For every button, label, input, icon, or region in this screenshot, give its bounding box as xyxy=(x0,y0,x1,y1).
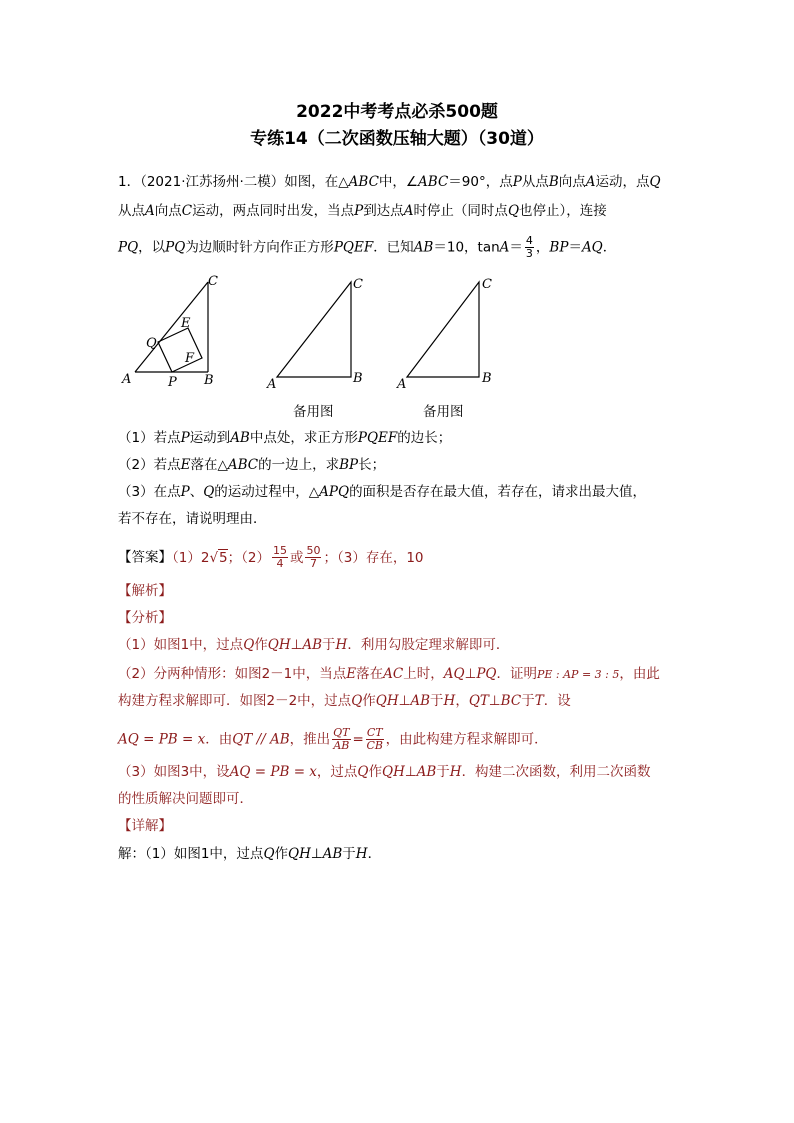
detail-line1: 解：（1）如图1中，过点Q作QH⊥AB于H． xyxy=(118,846,382,862)
spare-caption-2: 备用图 xyxy=(423,404,464,420)
triangle-side-ac xyxy=(135,282,208,372)
label-Q: Q xyxy=(146,336,157,351)
label-B: B xyxy=(482,371,492,386)
label-C: C xyxy=(353,277,363,292)
problem-intro-line2: 从点A向点C运动，两点同时出发，当点P到达点A时停止（同时点Q也停止），连接 xyxy=(118,203,607,219)
problem-intro-line3: PQ，以PQ为边顺时针方向作正方形PQEF．已知AB＝10，tanA＝ $\frac{4}{3}$ ，BP＝AQ． xyxy=(118,234,617,260)
analysis-step-3-line2: 的性质解决问题即可． xyxy=(118,791,253,807)
spare-caption-1: 备用图 xyxy=(293,404,334,420)
label-B: B xyxy=(204,373,214,388)
analysis-step-2-line3: AQ = PB = x．由QT // AB，推出 $\frac{QT}{AB}$ = $\frac{CT}{CB}$ ，由此构建方程求解即可． xyxy=(118,726,548,752)
figure-spare-1 xyxy=(263,272,373,390)
analysis-step-1: （1）如图1中，过点Q作QH⊥AB于H．利用勾股定理求解即可． xyxy=(118,637,510,653)
label-A: A xyxy=(122,372,132,387)
label-C: C xyxy=(482,277,492,292)
label-P: P xyxy=(168,375,177,390)
question-3-line2: 若不存在，请说明理由． xyxy=(118,511,267,527)
question-2: （2）若点E落在△ABC的一边上，求BP长； xyxy=(118,457,386,473)
answer-line: 【答案】（1）2√5；（2） $\frac{15}{4}$ 或 $\frac{50}{7}$ ；（3）存在，10 xyxy=(118,544,424,570)
tan-fraction: $\frac{4}{3}$ xyxy=(525,234,533,260)
question-3-line1: （3）在点P、Q的运动过程中，△APQ的面积是否存在最大值，若存在，请求出最大值， xyxy=(118,484,647,500)
label-A: A xyxy=(267,377,277,390)
question-1: （1）若点P运动到AB中点处，求正方形PQEF的边长； xyxy=(118,430,452,446)
label-E: E xyxy=(181,316,191,331)
label-C: C xyxy=(208,274,218,289)
figure-main-triangle xyxy=(118,272,228,390)
tag-detail: 【详解】 xyxy=(118,818,172,834)
analysis-step-2-line1: （2）分两种情形：如图2－1中，当点E落在AC上时，AQ⊥PQ．证明PE : AP = 3 : 5，由此 xyxy=(118,666,660,682)
document-subtitle: 专练14（二次函数压轴大题）（30道） xyxy=(250,129,544,149)
problem-intro-line1: 1．（2021·江苏扬州·二模）如图，在△ABC中，∠ABC＝90°，点P从点B向点A运动，点Q xyxy=(118,174,661,190)
label-F: F xyxy=(185,351,195,366)
tag-analysis: 【解析】 xyxy=(118,583,172,599)
figure-spare-2 xyxy=(393,272,503,390)
document-title: 2022中考考点必杀500题 xyxy=(296,102,498,122)
tag-reasoning: 【分析】 xyxy=(118,610,172,626)
label-A: A xyxy=(397,377,407,390)
analysis-step-3-line1: （3）如图3中，设AQ = PB = x，过点Q作QH⊥AB于H．构建二次函数，利用二次函数 xyxy=(118,764,651,780)
analysis-step-2-line2: 构建方程求解即可．如图2－2中，过点Q作QH⊥AB于H，QT⊥BC于T．设 xyxy=(118,693,571,709)
label-B: B xyxy=(353,371,363,386)
